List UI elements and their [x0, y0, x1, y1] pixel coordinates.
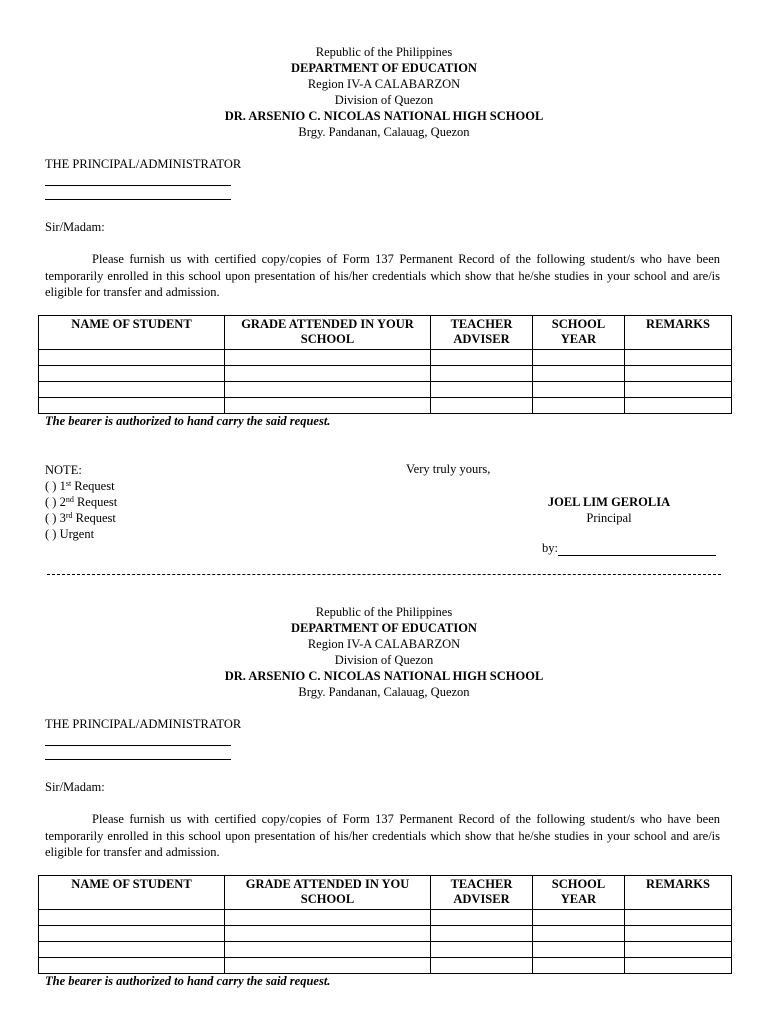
col-name-of-student: NAME OF STUDENT — [39, 876, 225, 910]
table-row — [39, 398, 732, 414]
col-teacher-adviser: TEACHER ADVISER — [431, 876, 533, 910]
table-cell[interactable] — [225, 926, 431, 942]
table-cell[interactable] — [431, 350, 533, 366]
table-cell[interactable] — [431, 942, 533, 958]
table-cell[interactable] — [431, 366, 533, 382]
table-cell[interactable] — [225, 398, 431, 414]
table-cell[interactable] — [431, 398, 533, 414]
table-cell[interactable] — [431, 926, 533, 942]
table-row — [39, 926, 732, 942]
addressee-blank-line-1 — [45, 732, 231, 746]
note-option-ordinal: rd — [65, 511, 73, 520]
table-cell[interactable] — [533, 398, 625, 414]
table-cell[interactable] — [533, 910, 625, 926]
table-cell[interactable] — [533, 382, 625, 398]
table-row — [39, 958, 732, 974]
col-teacher-adviser: TEACHER ADVISER — [431, 316, 533, 350]
table-cell[interactable] — [39, 398, 225, 414]
note-option-third-request[interactable] — [45, 510, 117, 526]
signatory-name: JOEL LIM GEROLIA — [547, 495, 671, 509]
table-cell[interactable] — [431, 910, 533, 926]
table-cell[interactable] — [533, 942, 625, 958]
table-cell[interactable] — [625, 942, 732, 958]
addressee-blank-line-2 — [45, 186, 231, 200]
table-cell[interactable] — [625, 382, 732, 398]
table-cell[interactable] — [625, 926, 732, 942]
note-option-ordinal: nd — [65, 495, 74, 504]
body-paragraph — [45, 811, 720, 861]
student-records-table — [38, 875, 732, 974]
addressee-blank-line-1 — [45, 172, 231, 186]
table-row — [39, 382, 732, 398]
table-row — [39, 910, 732, 926]
table-cell[interactable] — [625, 350, 732, 366]
table-cell[interactable] — [39, 910, 225, 926]
table-cell[interactable] — [225, 366, 431, 382]
department-line: DEPARTMENT OF EDUCATION — [291, 621, 477, 635]
salutation: Sir/Madam: — [45, 780, 105, 794]
table-cell[interactable] — [533, 366, 625, 382]
table-cell[interactable] — [39, 926, 225, 942]
bearer-note: The bearer is authorized to hand carry the said request. — [45, 974, 331, 988]
school-name: DR. ARSENIO C. NICOLAS NATIONAL HIGH SCHOOL — [224, 109, 544, 123]
request-letter-1 — [0, 44, 768, 555]
division-line: Division of Quezon — [334, 93, 434, 107]
table-cell[interactable] — [225, 350, 431, 366]
region-line: Region IV-A CALABARZON — [307, 77, 461, 91]
signatory-title: Principal — [586, 511, 632, 525]
addressee-block — [45, 156, 241, 200]
school-address: Brgy. Pandanan, Calauag, Quezon — [298, 125, 470, 139]
note-option-suffix: Request — [73, 495, 118, 509]
region-line: Region IV-A CALABARZON — [307, 637, 461, 651]
col-remarks: REMARKS — [625, 876, 732, 910]
table-cell[interactable] — [625, 398, 732, 414]
note-option-ordinal: st — [65, 479, 72, 488]
col-grade-attended: GRADE ATTENDED IN YOU SCHOOL — [225, 876, 431, 910]
student-records-table — [38, 315, 732, 414]
republic-line: Republic of the Philippines — [315, 45, 453, 59]
table-cell[interactable] — [39, 958, 225, 974]
col-remarks: REMARKS — [625, 316, 732, 350]
note-option-second-request[interactable] — [45, 494, 117, 510]
signature-blank-line — [558, 543, 716, 556]
addressee-title: THE PRINCIPAL/ADMINISTRATOR — [45, 717, 242, 731]
table-cell[interactable] — [533, 926, 625, 942]
col-school-year: SCHOOL YEAR — [533, 876, 625, 910]
col-grade-attended: GRADE ATTENDED IN YOUR SCHOOL — [225, 316, 431, 350]
addressee-title: THE PRINCIPAL/ADMINISTRATOR — [45, 157, 242, 171]
table-cell[interactable] — [625, 958, 732, 974]
table-cell[interactable] — [39, 366, 225, 382]
letter-header — [0, 44, 768, 140]
note-option-prefix: ( ) 1 — [45, 479, 66, 493]
division-line: Division of Quezon — [334, 653, 434, 667]
table-cell[interactable] — [431, 382, 533, 398]
signatory-block — [540, 494, 678, 526]
body-text: Please furnish us with certified copy/copies of Form 137 Permanent Record of the following student/s who have been temporarily enrolled in this school upon presentation of his/her credentials which show that he/she studies in your school and are/is eligible for transfer and admission. — [45, 812, 720, 859]
body-paragraph — [45, 251, 720, 301]
republic-line: Republic of the Philippines — [315, 605, 453, 619]
table-row — [39, 942, 732, 958]
col-school-year: SCHOOL YEAR — [533, 316, 625, 350]
table-cell[interactable] — [39, 382, 225, 398]
note-option-suffix: Request — [72, 511, 116, 525]
letter-header — [0, 604, 768, 700]
table-row — [39, 350, 732, 366]
table-cell[interactable] — [225, 910, 431, 926]
salutation: Sir/Madam: — [45, 220, 105, 234]
note-option-prefix: ( ) 3 — [45, 511, 66, 525]
note-option-suffix: Request — [71, 479, 115, 493]
note-block — [45, 462, 117, 542]
table-cell[interactable] — [225, 958, 431, 974]
note-option-prefix: ( ) 2 — [45, 495, 66, 509]
table-header-row — [39, 316, 732, 350]
body-text: Please furnish us with certified copy/copies of Form 137 Permanent Record of the following student/s who have been temporarily enrolled in this school upon presentation of his/her credentials which show that he/she studies in your school and are/is eligible for transfer and admission. — [45, 252, 720, 299]
school-name: DR. ARSENIO C. NICOLAS NATIONAL HIGH SCHOOL — [224, 669, 544, 683]
addressee-blank-line-2 — [45, 746, 231, 760]
table-cell[interactable] — [39, 942, 225, 958]
cut-divider — [47, 574, 721, 575]
note-option-first-request[interactable] — [45, 478, 117, 494]
table-cell[interactable] — [225, 942, 431, 958]
addressee-block — [45, 716, 241, 760]
department-line: DEPARTMENT OF EDUCATION — [291, 61, 477, 75]
table-row — [39, 366, 732, 382]
by-signature-line — [542, 541, 716, 556]
table-header-row — [39, 876, 732, 910]
table-cell[interactable] — [431, 958, 533, 974]
table-cell[interactable] — [533, 958, 625, 974]
table-cell[interactable] — [625, 910, 732, 926]
bearer-note: The bearer is authorized to hand carry the said request. — [45, 414, 331, 428]
col-name-of-student: NAME OF STUDENT — [39, 316, 225, 350]
table-cell[interactable] — [39, 350, 225, 366]
table-cell[interactable] — [225, 382, 431, 398]
request-letter-2 — [0, 604, 768, 988]
by-label: by: — [542, 541, 558, 555]
school-address: Brgy. Pandanan, Calauag, Quezon — [298, 685, 470, 699]
closing-phrase: Very truly yours, — [406, 462, 491, 476]
table-cell[interactable] — [625, 366, 732, 382]
note-option-urgent[interactable]: ( ) Urgent — [45, 527, 95, 541]
note-label: NOTE: — [45, 463, 82, 477]
table-cell[interactable] — [533, 350, 625, 366]
